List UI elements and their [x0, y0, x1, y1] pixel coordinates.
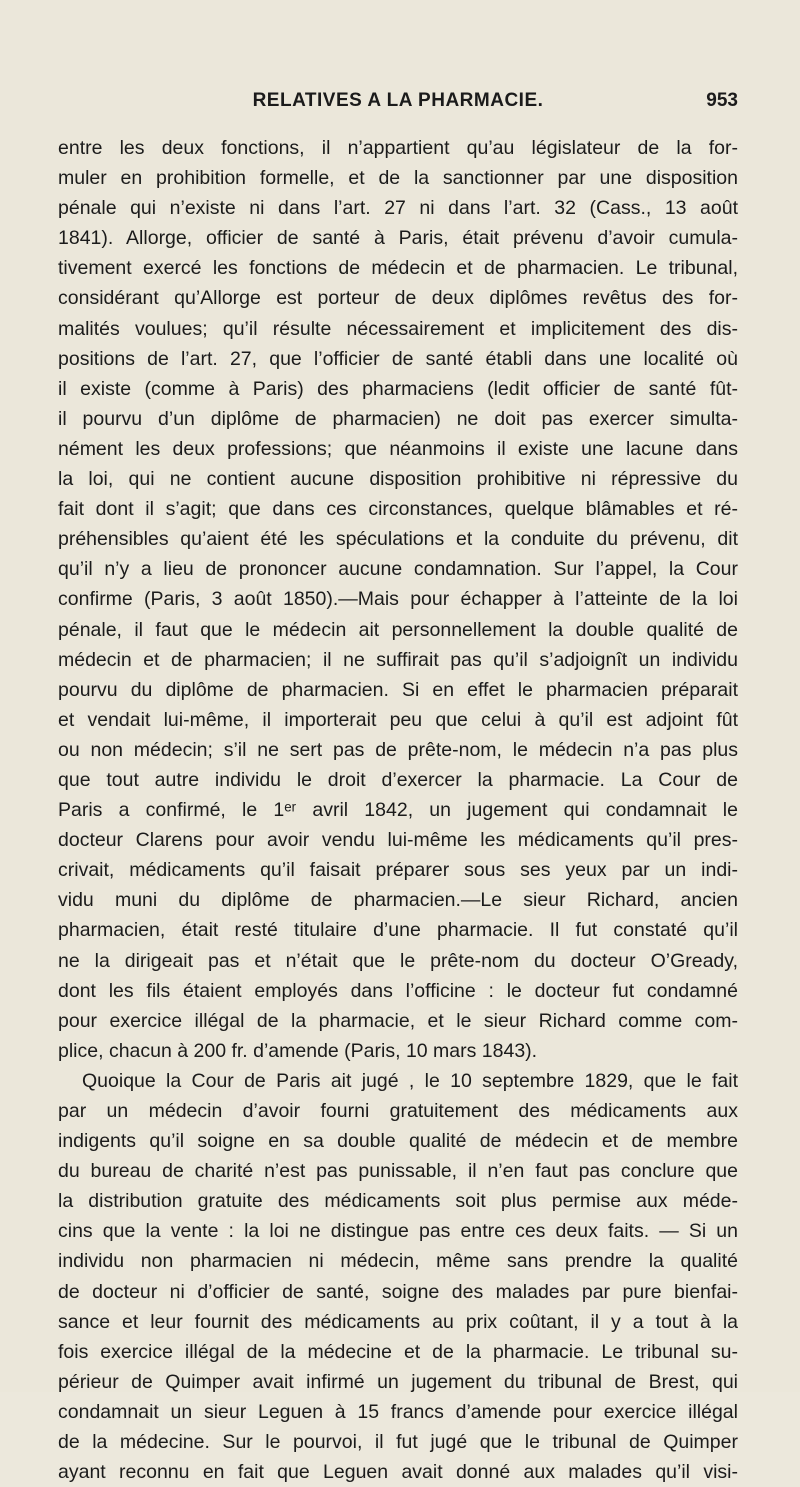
text-line: crivait, médicaments qu’il faisait préparer sous ses yeux par un indi-	[58, 859, 738, 882]
text-line: que tout autre individu le droit d’exercer la pharmacie. La Cour de	[58, 768, 738, 791]
text-line: confirme (Paris, 3 août 1850).—Mais pour échapper à l’atteinte de la loi	[58, 588, 738, 611]
text-line: pourvu du diplôme de pharmacien. Si en effet le pharmacien préparait	[58, 678, 738, 701]
text-line: préhensibles qu’aient été les spéculations et la conduite du prévenu, dit	[58, 528, 738, 551]
text-line: vidu muni du diplôme de pharmacien.—Le sieur Richard, ancien	[58, 889, 738, 912]
text-line: la distribution gratuite des médicaments soit plus permise aux méde-	[58, 1190, 738, 1213]
text-line: par un médecin d’avoir fourni gratuitement des médicaments aux	[58, 1100, 738, 1122]
text-line: pénale qui n’existe ni dans l’art. 27 ni dans l’art. 32 (Cass., 13 août	[58, 197, 738, 220]
text-line: périeur de Quimper avait infirmé un jugement du tribunal de Brest, qui	[58, 1370, 738, 1393]
page-number: 953	[706, 90, 738, 111]
text-line: dont les fils étaient employés dans l’officine : le docteur fut condamné	[58, 979, 738, 1002]
text-line: sance et leur fournit des médicaments au prix coûtant, il y a tout à la	[58, 1310, 738, 1333]
text-line: muler en prohibition formelle, et de la sanctionner par une disposition	[58, 167, 738, 190]
text-line: médecin et de pharmacien; il ne suffirait pas qu’il s’adjoignît un individu	[58, 648, 738, 671]
text-line: qu’il n’y a lieu de prononcer aucune condamnation. Sur l’appel, la Cour	[58, 558, 738, 581]
text-line: indigents qu’il soigne en sa double qualité de médecin et de membre	[58, 1130, 738, 1153]
text-line: pénale, il faut que le médecin ait personnellement la double qualité de	[58, 618, 738, 641]
text-line: 1841). Allorge, officier de santé à Paris, était prévenu d’avoir cumula-	[58, 227, 738, 250]
text-line: considérant qu’Allorge est porteur de deux diplômes revêtus des for-	[58, 287, 738, 310]
text-line: entre les deux fonctions, il n’appartient qu’au législateur de la for-	[58, 137, 738, 159]
text-line: de la médecine. Sur le pourvoi, il fut jugé que le tribunal de Quimper	[58, 1431, 738, 1454]
text-line-paragraph-end: plice, chacun à 200 fr. d’amende (Paris, 10 mars 1843).	[58, 1039, 538, 1062]
text-line: Paris a confirmé, le 1ᵉʳ avril 1842, un jugement qui condamnait le	[58, 799, 738, 822]
text-line-paragraph-start: Quoique la Cour de Paris ait jugé , le 10 septembre 1829, que le fait	[82, 1069, 738, 1092]
text-line: la loi, qui ne contient aucune disposition prohibitive ni répressive du	[58, 468, 738, 491]
text-line: pharmacien, était resté titulaire d’une pharmacie. Il fut constaté qu’il	[58, 919, 738, 942]
text-line: pour exercice illégal de la pharmacie, et le sieur Richard comme com-	[58, 1009, 738, 1032]
text-line: fois exercice illégal de la médecine et de la pharmacie. Le tribunal su-	[58, 1340, 738, 1363]
text-line: ne la dirigeait pas et n’était que le prête-nom du docteur O’Gready,	[58, 949, 738, 972]
text-line: il pourvu d’un diplôme de pharmacien) ne doit pas exercer simulta-	[58, 407, 738, 430]
text-line: ou non médecin; s’il ne sert pas de prête-nom, le médecin n’a pas plus	[58, 738, 738, 761]
body-text	[58, 133, 738, 1487]
text-line: cins que la vente : la loi ne distingue pas entre ces deux faits. — Si un	[58, 1220, 738, 1243]
text-line: docteur Clarens pour avoir vendu lui-même les médicaments qu’il pres-	[58, 829, 738, 852]
text-line: fait dont il s’agit; que dans ces circonstances, quelque blâmables et ré-	[58, 498, 738, 521]
text-line: malités voulues; qu’il résulte nécessairement et implicitement des dis-	[58, 317, 738, 340]
text-line: tivement exercé les fonctions de médecin et de pharmacien. Le tribunal,	[58, 257, 738, 280]
text-line: nément les deux professions; que néanmoins il existe une lacune dans	[58, 437, 738, 460]
text-line: de docteur ni d’officier de santé, soigne des malades par pure bienfai-	[58, 1280, 738, 1303]
running-title: RELATIVES A LA PHARMACIE.	[252, 90, 544, 111]
running-header	[58, 90, 738, 116]
text-line: ayant reconnu en fait que Leguen avait donné aux malades qu’il visi-	[58, 1461, 738, 1484]
text-line: positions de l’art. 27, que l’officier de santé établi dans une localité où	[58, 347, 738, 370]
text-line: individu non pharmacien ni médecin, même sans prendre la qualité	[58, 1250, 738, 1273]
text-line: condamnait un sieur Leguen à 15 francs d’amende pour exercice illégal	[58, 1400, 738, 1423]
text-line: et vendait lui-même, il importerait peu que celui à qu’il est adjoint fût	[58, 708, 738, 731]
text-line: il existe (comme à Paris) des pharmaciens (ledit officier de santé fût-	[58, 377, 738, 400]
text-line: du bureau de charité n’est pas punissable, il n’en faut pas conclure que	[58, 1160, 738, 1183]
